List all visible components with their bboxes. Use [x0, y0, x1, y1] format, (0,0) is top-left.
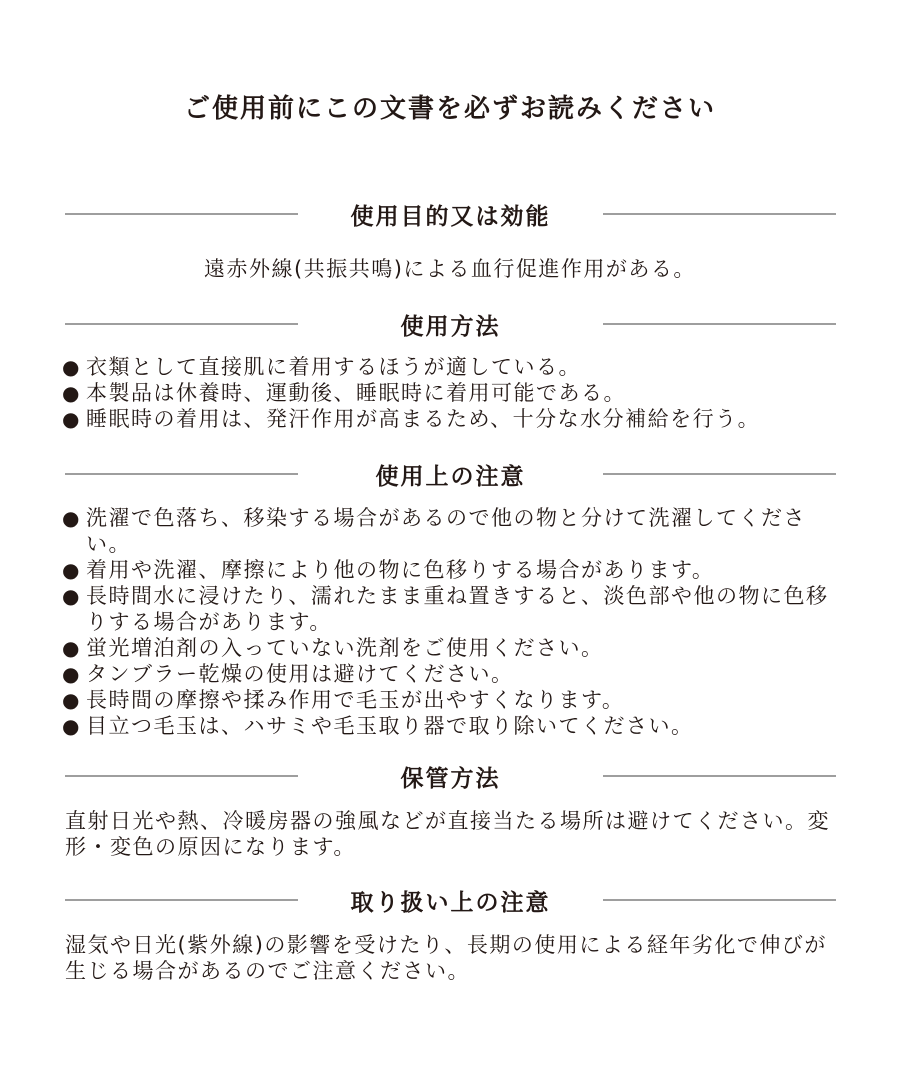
bullet-icon: ●	[62, 381, 81, 405]
list-item: ● タンブラー乾燥の使用は避けてください。	[62, 662, 514, 686]
divider	[65, 775, 298, 777]
bullet-icon: ●	[62, 714, 81, 738]
bullet-icon: ●	[62, 662, 81, 686]
bullet-icon: ●	[62, 506, 81, 530]
list-item: ● 衣類として直接肌に着用するほうが適している。	[62, 355, 581, 379]
divider	[603, 213, 836, 215]
bullet-icon: ●	[62, 407, 81, 431]
handling-text: 湿気や日光(紫外線)の影響を受けたり、長期の使用による経年劣化で伸びが生じる場合があるのでご注意ください。	[65, 933, 827, 983]
bullet-icon: ●	[62, 584, 81, 608]
bullet-icon: ●	[62, 688, 81, 712]
bullet-icon: ●	[62, 355, 81, 379]
storage-text: 直射日光や熱、冷暖房器の強風などが直接当たる場所は避けてください。変形・変色の原因になります。	[65, 809, 830, 859]
list-item: ● 長時間水に浸けたり、濡れたまま重ね置きすると、淡色部や他の物に色移りする場合があります。	[62, 584, 829, 634]
section-heading-usage	[65, 307, 836, 341]
page-title: ご使用前にこの文書を必ずお読みください	[183, 94, 716, 124]
list-item: ● 長時間の摩擦や揉み作用で毛玉が出やすくなります。	[62, 688, 625, 712]
list-item: ● 睡眠時の着用は、発汗作用が高まるため、十分な水分補給を行う。	[62, 407, 761, 431]
list-item: ● 目立つ毛玉は、ハサミや毛玉取り器で取り除いてください。	[62, 714, 694, 738]
divider	[65, 473, 298, 475]
heading-label: 保管方法	[400, 765, 501, 792]
divider	[603, 899, 836, 901]
bullet-icon: ●	[62, 558, 81, 582]
section-heading-storage	[65, 759, 836, 793]
list-item: ● 洗濯で色落ち、移染する場合があるので他の物と分けて洗濯してください。	[62, 506, 806, 556]
list-item: ● 本製品は休養時、運動後、睡眠時に着用可能である。	[62, 381, 626, 405]
list-item: ● 着用や洗濯、摩擦により他の物に色移りする場合があります。	[62, 558, 715, 582]
usage-list	[62, 354, 842, 432]
heading-label: 使用上の注意	[375, 463, 526, 490]
purpose-text: 遠赤外線(共振共鳴)による血行促進作用がある。	[204, 257, 696, 281]
precautions-list	[62, 505, 840, 739]
heading-label: 取り扱い上の注意	[350, 889, 551, 916]
divider	[65, 323, 298, 325]
bullet-icon: ●	[62, 636, 81, 660]
divider	[603, 323, 836, 325]
section-heading-handling	[65, 883, 836, 917]
divider	[65, 213, 298, 215]
divider	[603, 473, 836, 475]
section-heading-precautions	[65, 457, 836, 491]
divider	[603, 775, 836, 777]
list-item: ● 蛍光増泊剤の入っていない洗剤をご使用ください。	[62, 636, 604, 660]
divider	[65, 899, 298, 901]
heading-label: 使用方法	[400, 313, 501, 340]
section-heading-purpose	[65, 197, 836, 231]
heading-label: 使用目的又は効能	[350, 203, 551, 230]
